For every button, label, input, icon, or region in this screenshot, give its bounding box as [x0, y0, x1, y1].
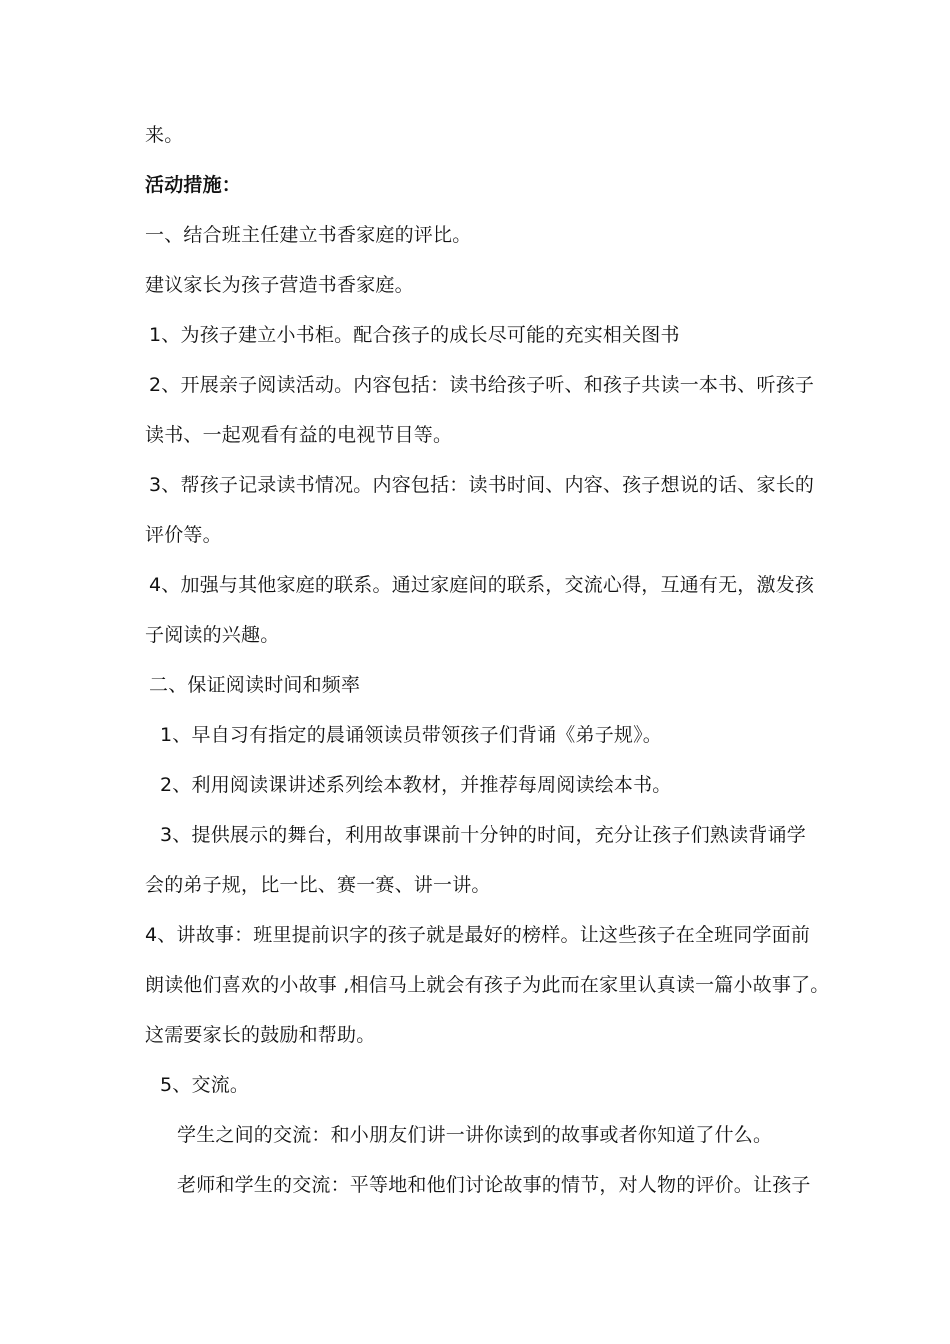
section-heading: 活动措施：	[145, 174, 242, 196]
text-line: 读书、一起观看有益的电视节目等。	[145, 424, 453, 446]
text-line: 子阅读的兴趣。	[145, 624, 280, 646]
list-item: 1、早自习有指定的晨诵领读员带领孩子们背诵《弟子规》。	[160, 724, 662, 746]
text-line: 朗读他们喜欢的小故事 ,相信马上就会有孩子为此而在家里认真读一篇小故事了。	[145, 974, 830, 996]
list-item: 2、开展亲子阅读活动。内容包括：读书给孩子听、和孩子共读一本书、听孩子	[149, 374, 815, 396]
list-item: 2、利用阅读课讲述系列绘本教材，并推荐每周阅读绘本书。	[160, 774, 672, 796]
text-line: 一、结合班主任建立书香家庭的评比。	[145, 224, 472, 246]
text-line: 这需要家长的鼓励和帮助。	[145, 1024, 376, 1046]
list-item: 3、帮孩子记录读书情况。内容包括：读书时间、内容、孩子想说的话、家长的	[149, 474, 815, 496]
text-line: 来。	[145, 124, 184, 146]
list-item: 3、提供展示的舞台，利用故事课前十分钟的时间，充分让孩子们熟读背诵学	[160, 824, 806, 846]
text-line: 老师和学生的交流：平等地和他们讨论故事的情节，对人物的评价。让孩子	[177, 1174, 811, 1196]
list-item: 5、交流。	[160, 1074, 250, 1096]
text-line: 建议家长为孩子营造书香家庭。	[145, 274, 414, 296]
section-heading: 二、保证阅读时间和频率	[149, 674, 361, 696]
text-line: 评价等。	[145, 524, 222, 546]
list-item: 4、讲故事：班里提前识字的孩子就是最好的榜样。让这些孩子在全班同学面前	[145, 924, 811, 946]
list-item: 1、为孩子建立小书柜。配合孩子的成长尽可能的充实相关图书	[149, 324, 680, 346]
text-line: 学生之间的交流：和小朋友们讲一讲你读到的故事或者你知道了什么。	[177, 1124, 773, 1146]
list-item: 4、加强与其他家庭的联系。通过家庭间的联系，交流心得，互通有无，激发孩	[149, 574, 815, 596]
text-line: 会的弟子规，比一比、赛一赛、讲一讲。	[145, 874, 491, 896]
